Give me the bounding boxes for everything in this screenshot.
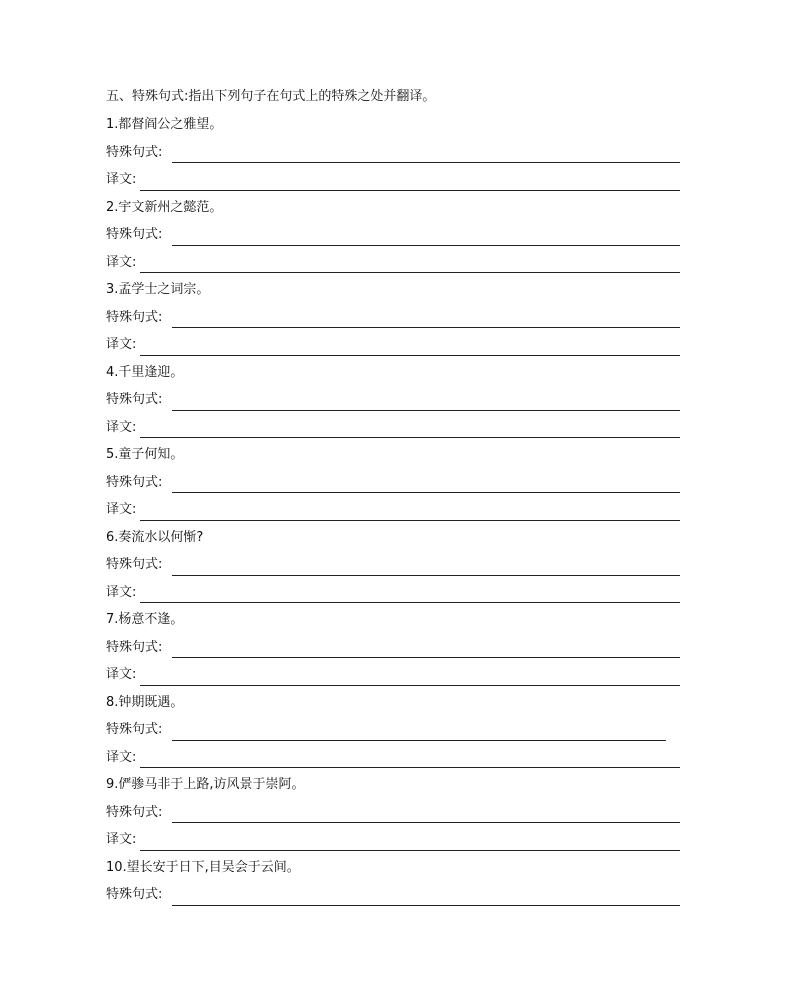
special-pattern-label: 特殊句式: xyxy=(106,639,163,655)
translation-label: 译文: xyxy=(106,749,137,765)
special-pattern-field[interactable] xyxy=(106,226,682,254)
special-pattern-label: 特殊句式: xyxy=(106,474,163,490)
translation-field[interactable] xyxy=(106,171,682,199)
translation-label: 译文: xyxy=(106,502,137,517)
answer-line[interactable] xyxy=(140,272,680,273)
special-pattern-label: 特殊句式: xyxy=(106,557,163,572)
translation-field[interactable] xyxy=(106,336,682,364)
special-pattern-label: 特殊句式: xyxy=(106,887,163,902)
section-title: 五、特殊句式:指出下列句子在句式上的特殊之处并翻译。 xyxy=(106,89,436,104)
translation-label: 译文: xyxy=(106,337,137,352)
answer-line[interactable] xyxy=(172,245,680,246)
translation-label: 译文: xyxy=(106,254,137,270)
question-item-3 xyxy=(106,281,682,364)
special-pattern-field[interactable] xyxy=(106,886,682,914)
question-item-1 xyxy=(106,116,682,199)
special-pattern-field[interactable] xyxy=(106,556,682,584)
answer-line[interactable] xyxy=(140,685,680,686)
answer-line[interactable] xyxy=(140,355,680,356)
answer-line[interactable] xyxy=(140,850,680,851)
question-text: 8.钟期既遇。 xyxy=(106,694,184,710)
answer-line[interactable] xyxy=(140,437,680,438)
answer-line[interactable] xyxy=(172,162,680,163)
translation-label: 译文: xyxy=(106,667,137,682)
translation-field[interactable] xyxy=(106,584,682,612)
translation-field[interactable] xyxy=(106,501,682,529)
answer-line[interactable] xyxy=(172,327,680,328)
translation-label: 译文: xyxy=(106,832,137,847)
question-text: 3.孟学士之词宗。 xyxy=(106,282,210,297)
answer-line[interactable] xyxy=(172,410,680,411)
translation-label: 译文: xyxy=(106,419,137,435)
question-text: 6.奏流水以何惭? xyxy=(106,529,204,545)
question-item-4 xyxy=(106,364,682,447)
special-pattern-label: 特殊句式: xyxy=(106,392,163,407)
question-text: 9.俨骖马非于上路,访风景于崇阿。 xyxy=(106,777,305,792)
question-text: 1.都督阎公之雅望。 xyxy=(106,117,223,132)
special-pattern-field[interactable] xyxy=(106,804,682,832)
answer-line[interactable] xyxy=(140,520,680,521)
question-item-8 xyxy=(106,694,682,777)
special-pattern-field[interactable] xyxy=(106,144,682,172)
question-text: 2.宇文新州之懿范。 xyxy=(106,199,223,215)
special-pattern-field[interactable] xyxy=(106,391,682,419)
special-pattern-field[interactable] xyxy=(106,309,682,337)
special-pattern-field[interactable] xyxy=(106,721,682,749)
question-item-7 xyxy=(106,611,682,694)
question-item-10 xyxy=(106,859,682,914)
answer-line[interactable] xyxy=(172,905,680,906)
translation-field[interactable] xyxy=(106,749,682,777)
answer-line[interactable] xyxy=(172,822,680,823)
special-pattern-label: 特殊句式: xyxy=(106,227,163,242)
question-text: 10.望长安于日下,目吴会于云间。 xyxy=(106,859,300,875)
question-text: 5.童子何知。 xyxy=(106,447,184,462)
special-pattern-field[interactable] xyxy=(106,639,682,667)
translation-field[interactable] xyxy=(106,831,682,859)
question-text: 7.杨意不逢。 xyxy=(106,612,184,627)
translation-field[interactable] xyxy=(106,254,682,282)
answer-line[interactable] xyxy=(172,657,680,658)
answer-line[interactable] xyxy=(172,492,680,493)
special-pattern-label: 特殊句式: xyxy=(106,144,163,160)
answer-line[interactable] xyxy=(172,575,680,576)
special-pattern-label: 特殊句式: xyxy=(106,804,163,820)
translation-label: 译文: xyxy=(106,584,137,600)
answer-line[interactable] xyxy=(140,767,680,768)
question-text: 4.千里逢迎。 xyxy=(106,364,184,380)
question-item-9 xyxy=(106,776,682,859)
answer-line[interactable] xyxy=(172,740,666,741)
translation-field[interactable] xyxy=(106,666,682,694)
question-item-6 xyxy=(106,529,682,612)
special-pattern-label: 特殊句式: xyxy=(106,309,163,325)
question-item-5 xyxy=(106,446,682,529)
answer-line[interactable] xyxy=(140,190,680,191)
translation-label: 译文: xyxy=(106,172,137,187)
question-item-2 xyxy=(106,199,682,282)
translation-field[interactable] xyxy=(106,419,682,447)
special-pattern-field[interactable] xyxy=(106,474,682,502)
special-pattern-label: 特殊句式: xyxy=(106,722,163,737)
answer-line[interactable] xyxy=(140,602,680,603)
